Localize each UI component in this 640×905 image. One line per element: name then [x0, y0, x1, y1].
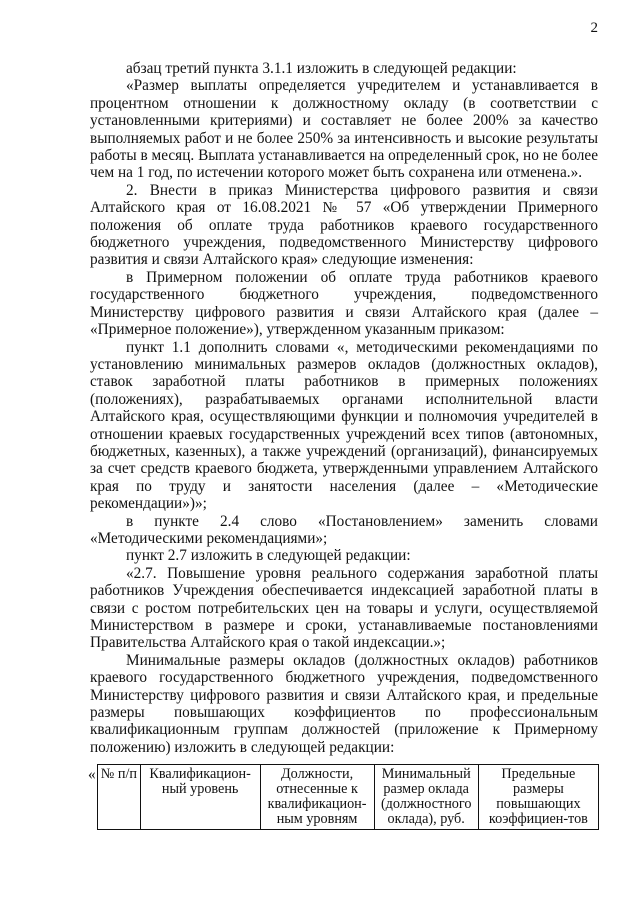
table-header-row — [98, 765, 599, 830]
paragraph: пункт 1.1 дополнить словами «, методическими рекомендациями по установлению минимальных размеров окладов (должностных окладов), ставок заработной платы работников в примерных положениях (положениях), разрабатываемых органами исполнительной власти Алтайского края, осуществляющими функции и полномочия учредителей в отношении краевых государственных учреждений всех типов (автономных, бюджетных, казенных), а также учреждений (организаций), финансируемых за счет средств краевого бюджета, утвержденными управлением Алтайского края по труду и занятости населения (далее – «Методические рекомендации»)»; — [90, 338, 598, 513]
salary-table — [97, 764, 599, 830]
paragraph: «2.7. Повышение уровня реального содержания заработной платы работников Учреждения обеспечивается индексацией заработной платы в связи с ростом потребительских цен на товары и услуги, осуществляемой Министерством в размере и сроки, устанавливаемые постановлениями Правительства Алтайского края о такой индексации.»; — [90, 564, 598, 652]
table-opening-quote: « — [88, 766, 96, 783]
paragraph: 2. Внести в приказ Министерства цифрового развития и связи Алтайского края от 16.08.2021 № 57 «Об утверждении Примерного положения об оплате труда работников краевого государственного бюджетного учреждения, подведомственного Министерству цифрового развития и связи Алтайского края» следующие изменения: — [90, 181, 598, 269]
paragraph: в Примерном положении об оплате труда работников краевого государственного бюджетного учреждения, подведомственного Министерству цифрового развития и связи Алтайского края (далее – «Примерное положение»), утвержденном указанным приказом: — [90, 268, 598, 339]
table-header-cell: Должности, отнесенные к квалификацион-ным уровням — [260, 765, 374, 830]
page-number: 2 — [590, 20, 598, 36]
table-header-cell: Минимальный размер оклада (должностного оклада), руб. — [374, 765, 478, 830]
table-header-cell: № п/п — [98, 765, 141, 830]
paragraph: в пункте 2.4 слово «Постановлением» заменить словами «Методическими рекомендациями»; — [90, 512, 598, 547]
table-header-cell: Квалификацион-ный уровень — [140, 765, 260, 830]
paragraph: «Размер выплаты определяется учредителем и устанавливается в процентном отношении к должностному окладу (в соответствии с установленными критериями) и составляет не более 200% за качество выполняемых работ и не более 250% за интенсивность и высокие результаты работы в месяц. Выплата устанавливается на определенный срок, но не более чем на 1 год, по истечении которого может быть сохранена или отменена.». — [90, 77, 598, 182]
paragraph: пункт 2.7 изложить в следующей редакции: — [126, 547, 411, 565]
paragraph: абзац третий пункта 3.1.1 изложить в следующей редакции: — [126, 60, 517, 77]
table-header-cell: Предельные размеры повышающих коэффициен-тов — [478, 765, 598, 830]
paragraph: Минимальные размеры окладов (должностных окладов) работников краевого государственного бюджетного учреждения, подведомственного Министерству цифрового развития и связи Алтайского края, и предельные размеры повышающих коэффициентов по профессиональным квалификационным группам должностей (приложение к Примерному положению) изложить в следующей редакции: — [90, 651, 598, 756]
document-body — [90, 60, 598, 756]
